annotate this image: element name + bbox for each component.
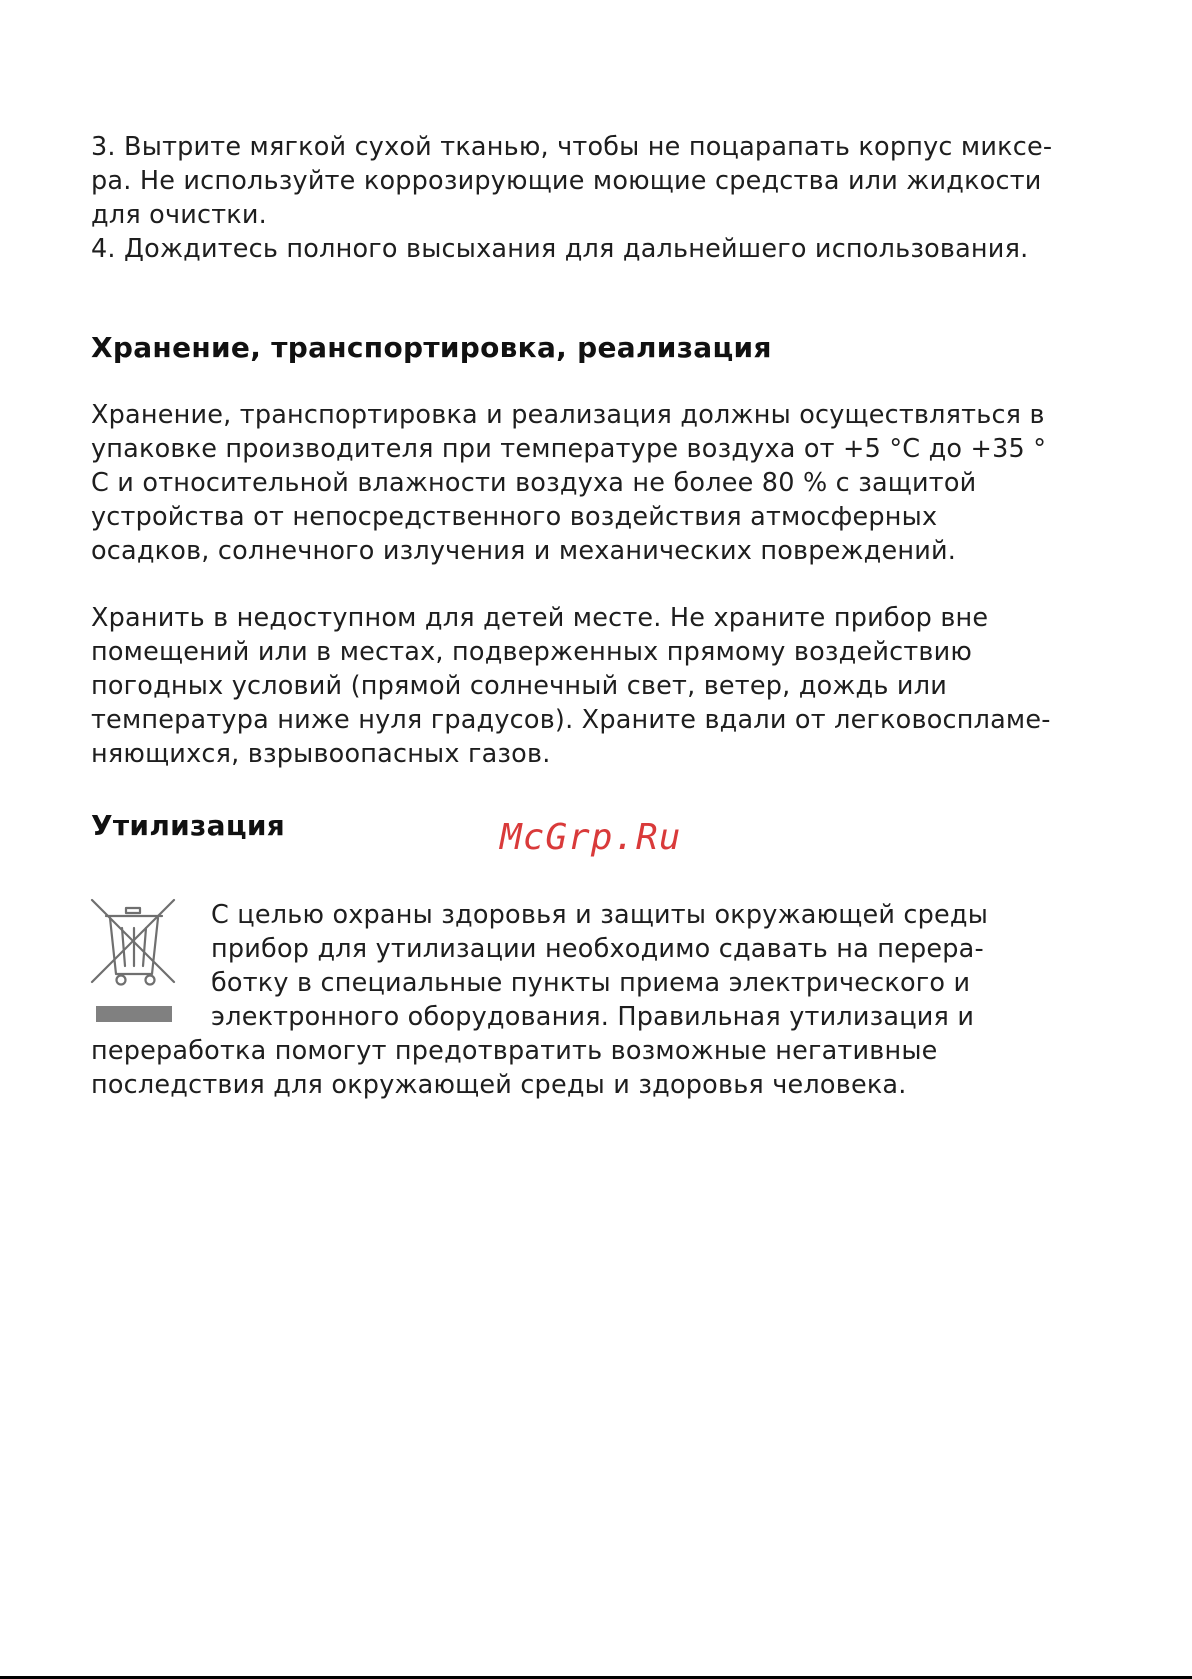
cleaning-line: ра. Не используйте коррозирующие моющие средства или жидкости [91, 166, 1042, 196]
storage-paragraph2-line: температура ниже нуля градусов). Храните вдали от легковоспламе- [91, 705, 1051, 735]
storage-paragraph1-line: осадков, солнечного излучения и механических повреждений. [91, 536, 957, 566]
disposal-line: прибор для утилизации необходимо сдавать на перера- [211, 934, 984, 964]
crossed-out-wheelie-bin-icon [88, 896, 180, 1028]
watermark: McGrp.Ru [500, 817, 682, 858]
cleaning-line: 4. Дождитесь полного высыхания для дальнейшего использования. [91, 234, 1029, 264]
disposal-line: электронного оборудования. Правильная утилизация и [211, 1002, 975, 1032]
storage-heading: Хранение, транспортировка, реализация [91, 331, 772, 364]
storage-paragraph2-line: няющихся, взрывоопасных газов. [91, 739, 551, 769]
storage-paragraph1-line: Хранение, транспортировка и реализация должны осуществляться в [91, 400, 1045, 430]
storage-paragraph2-line: Хранить в недоступном для детей месте. Не храните прибор вне [91, 603, 989, 633]
storage-paragraph2-line: помещений или в местах, подверженных прямому воздействию [91, 637, 973, 667]
storage-paragraph1-line: устройства от непосредственного воздействия атмосферных [91, 502, 938, 532]
storage-paragraph2-line: погодных условий (прямой солнечный свет, ветер, дождь или [91, 671, 947, 701]
disposal-line: переработка помогут предотвратить возможные негативные [91, 1036, 938, 1066]
disposal-line: С целью охраны здоровья и защиты окружающей среды [211, 900, 989, 930]
storage-paragraph1-line: С и относительной влажности воздуха не более 80 % с защитой [91, 468, 977, 498]
storage-paragraph1-line: упаковке производителя при температуре воздуха от +5 °С до +35 ° [91, 434, 1047, 464]
cleaning-line: для очистки. [91, 200, 267, 230]
disposal-line: последствия для окружающей среды и здоровья человека. [91, 1070, 907, 1100]
cleaning-line: 3. Вытрите мягкой сухой тканью, чтобы не поцарапать корпус миксе- [91, 132, 1053, 162]
disposal-heading: Утилизация [91, 809, 286, 842]
disposal-line: ботку в специальные пункты приема электрического и [211, 968, 971, 998]
